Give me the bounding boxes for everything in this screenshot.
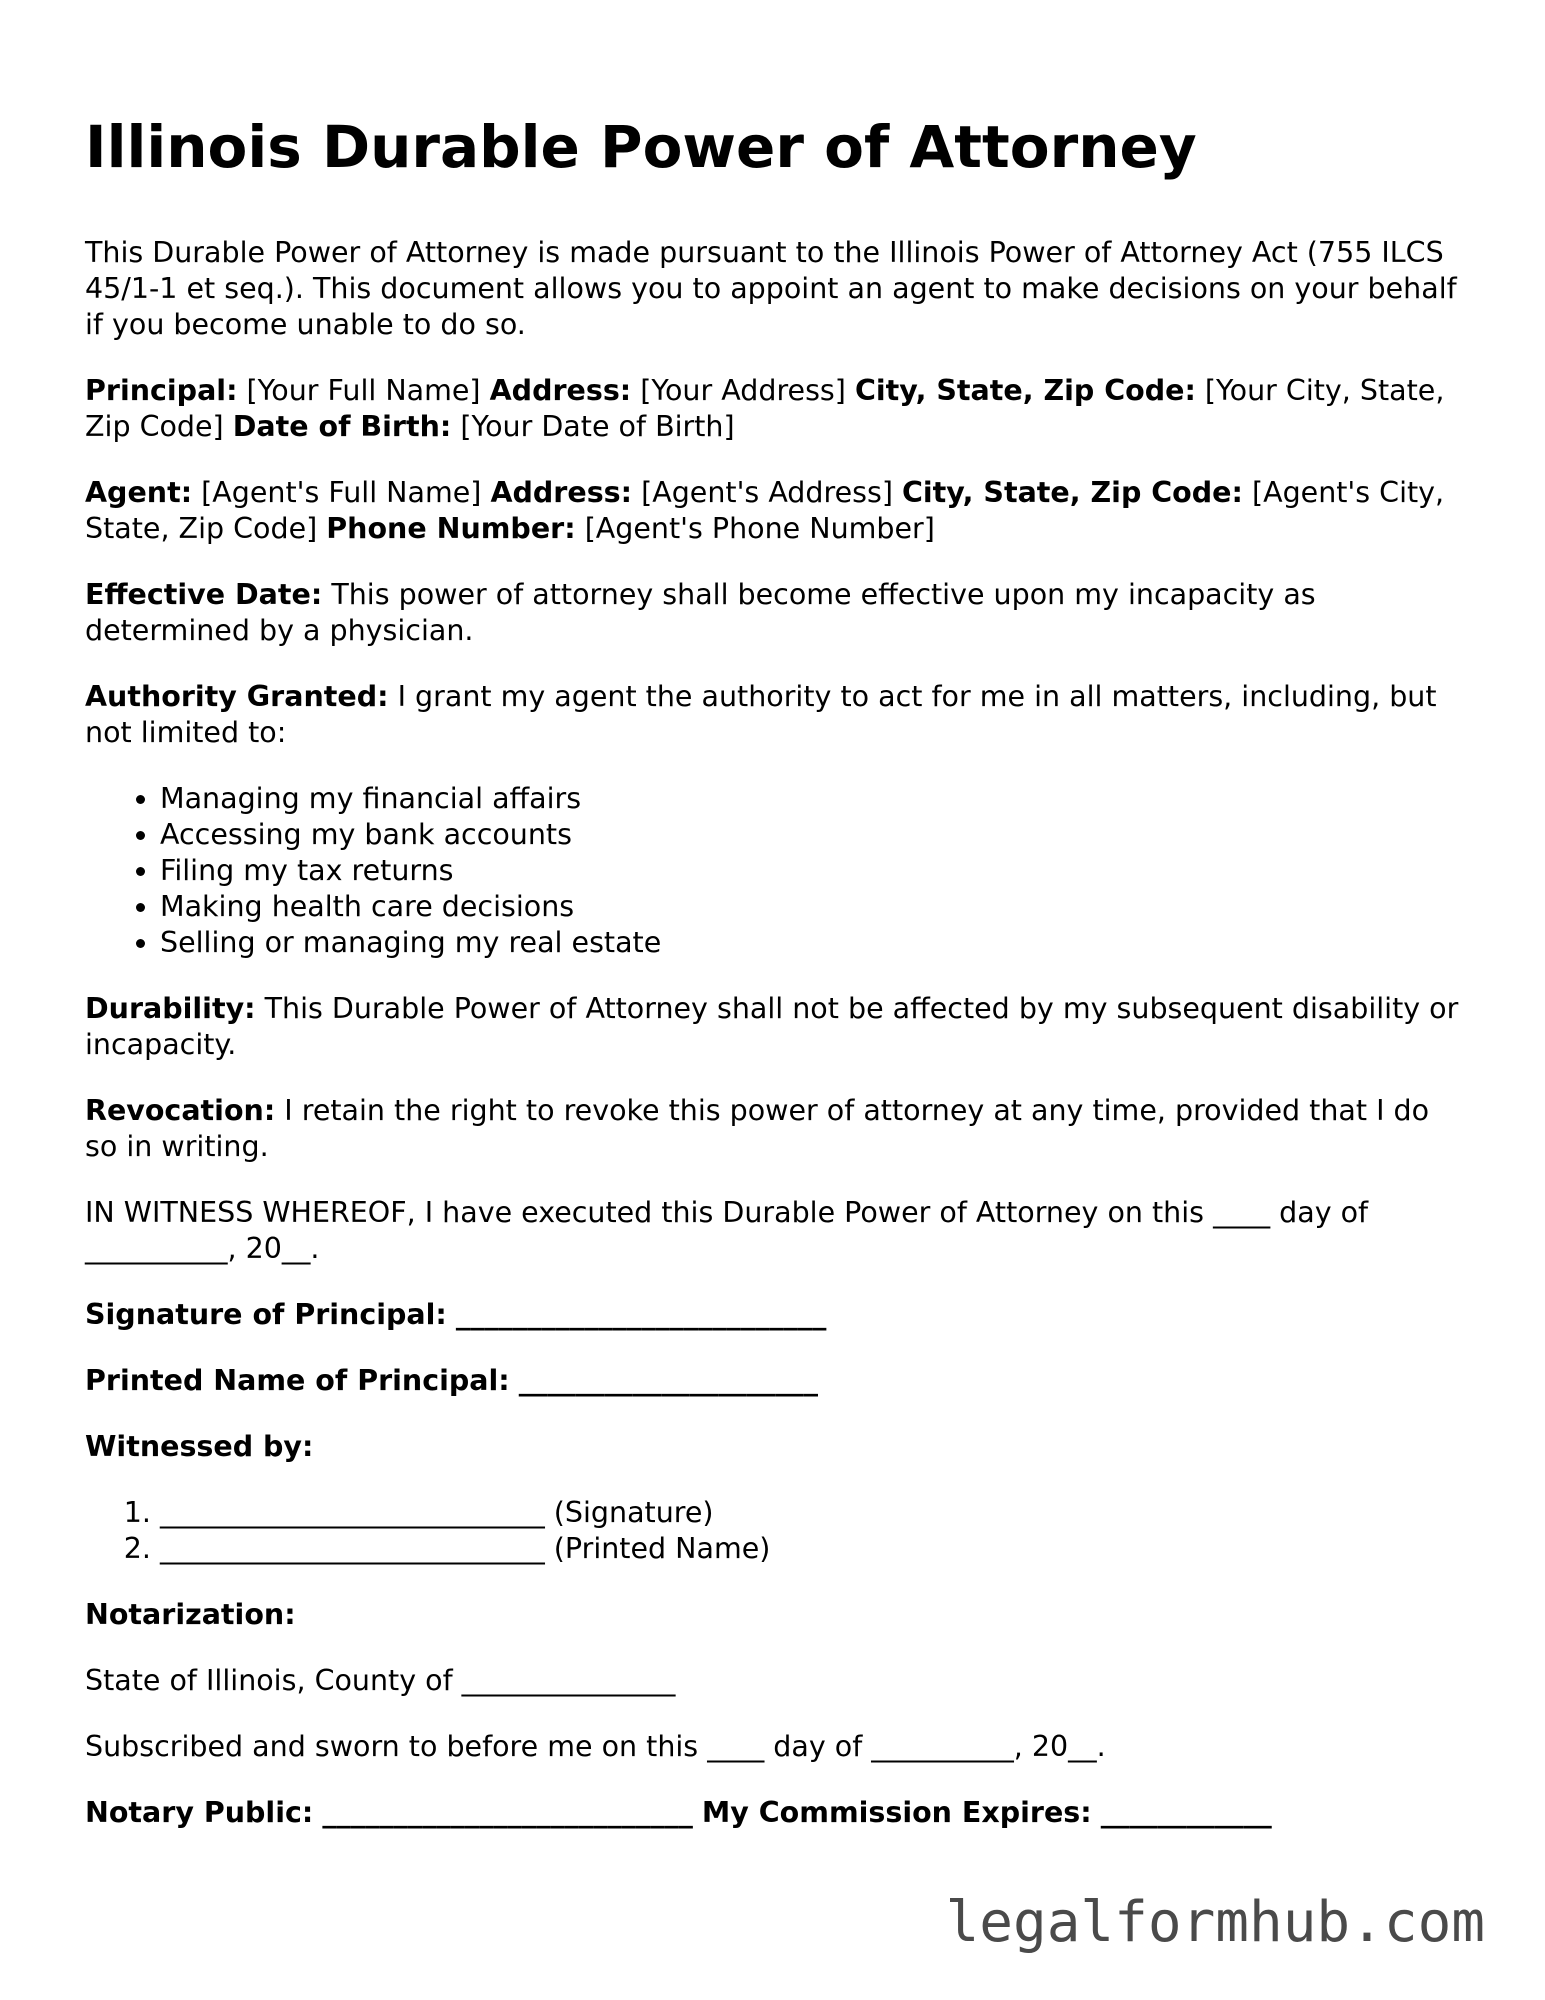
list-item: • Filing my tax returns — [160, 853, 1465, 889]
witnessed-by-heading — [85, 1429, 1465, 1465]
printed-name-line — [85, 1363, 1465, 1399]
agent-section — [85, 475, 1465, 547]
authority-list — [85, 781, 1465, 961]
commission-label: My Commission Expires: — [701, 1796, 1092, 1829]
revocation-label: Revocation: — [85, 1094, 276, 1127]
authority-section — [85, 679, 1465, 751]
principal-name: [Your Full Name] — [246, 374, 481, 407]
agent-phone-label: Phone Number: — [326, 512, 576, 545]
list-item: • Accessing my bank accounts — [160, 817, 1465, 853]
durability-section — [85, 991, 1465, 1063]
signature-line — [85, 1297, 1465, 1333]
principal-city: [Your City, State, Zip Code] — [85, 374, 1445, 443]
authority-label: Authority Granted: — [85, 680, 389, 713]
signature-blank[interactable]: __________________________ — [455, 1298, 827, 1331]
effective-date-label: Effective Date: — [85, 578, 323, 611]
site-watermark: legalformhub.com — [945, 1890, 1485, 1955]
agent-city-label: City, State, Zip Code: — [902, 476, 1243, 509]
witness-list — [85, 1495, 1465, 1567]
principal-label: Principal: — [85, 374, 238, 407]
durability-text: This Durable Power of Attorney shall not be affected by my subsequent disability or incapacity. — [85, 992, 1459, 1061]
page-title: Illinois Durable Power of Attorney — [85, 113, 1197, 181]
notary-blank[interactable]: __________________________ — [322, 1796, 693, 1829]
principal-dob: [Your Date of Birth] — [460, 410, 735, 443]
list-item: • Selling or managing my real estate — [160, 925, 1465, 961]
notary-line — [85, 1795, 1465, 1831]
notary-label: Notary Public: — [85, 1796, 314, 1829]
principal-address-label: Address: — [489, 374, 632, 407]
agent-name: [Agent's Full Name] — [201, 476, 482, 509]
agent-label: Agent: — [85, 476, 193, 509]
printed-name-blank[interactable]: _____________________ — [518, 1364, 818, 1397]
revocation-section — [85, 1093, 1465, 1165]
document-body — [85, 105, 1465, 1861]
principal-dob-label: Date of Birth: — [232, 410, 452, 443]
witness-printed-name-line[interactable]: 2. ___________________________ (Printed Name) — [160, 1531, 1465, 1567]
county-line[interactable]: State of Illinois, County of _______________ — [85, 1664, 676, 1697]
intro-paragraph: This Durable Power of Attorney is made pursuant to the Illinois Power of Attorney Act (755 ILCS 45/1-1 et seq.). This document allows you to appoint an agent to make decisions on your behalf if you become unable to do so. — [85, 236, 1457, 341]
agent-city: [Agent's City, State, Zip Code] — [85, 476, 1445, 545]
agent-address: [Agent's Address] — [641, 476, 893, 509]
notarization-heading — [85, 1597, 1465, 1633]
list-item: • Making health care decisions — [160, 889, 1465, 925]
witnessed-by-label: Witnessed by: — [85, 1430, 314, 1463]
principal-section — [85, 373, 1465, 445]
signature-label: Signature of Principal: — [85, 1298, 447, 1331]
principal-city-label: City, State, Zip Code: — [854, 374, 1196, 407]
witness-signature-line[interactable]: 1. ___________________________ (Signature) — [160, 1495, 1465, 1531]
agent-phone: [Agent's Phone Number] — [584, 512, 935, 545]
commission-blank[interactable]: ____________ — [1100, 1796, 1272, 1829]
sworn-line[interactable]: Subscribed and sworn to before me on this ____ day of __________, 20__. — [85, 1730, 1106, 1763]
principal-address: [Your Address] — [640, 374, 846, 407]
authority-text: I grant my agent the authority to act for me in all matters, including, but not limited to: — [85, 680, 1437, 749]
revocation-text: I retain the right to revoke this power of attorney at any time, provided that I do so in writing. — [85, 1094, 1430, 1163]
witness-clause: IN WITNESS WHEREOF, I have executed this Durable Power of Attorney on this ____ day of __________, 20__. — [85, 1196, 1369, 1265]
list-item: • Managing my financial affairs — [160, 781, 1465, 817]
agent-address-label: Address: — [490, 476, 633, 509]
printed-name-label: Printed Name of Principal: — [85, 1364, 510, 1397]
notarization-label: Notarization: — [85, 1598, 296, 1631]
effective-date-section — [85, 577, 1465, 649]
durability-label: Durability: — [85, 992, 256, 1025]
effective-date-text: This power of attorney shall become effective upon my incapacity as determined by a physician. — [85, 578, 1316, 647]
